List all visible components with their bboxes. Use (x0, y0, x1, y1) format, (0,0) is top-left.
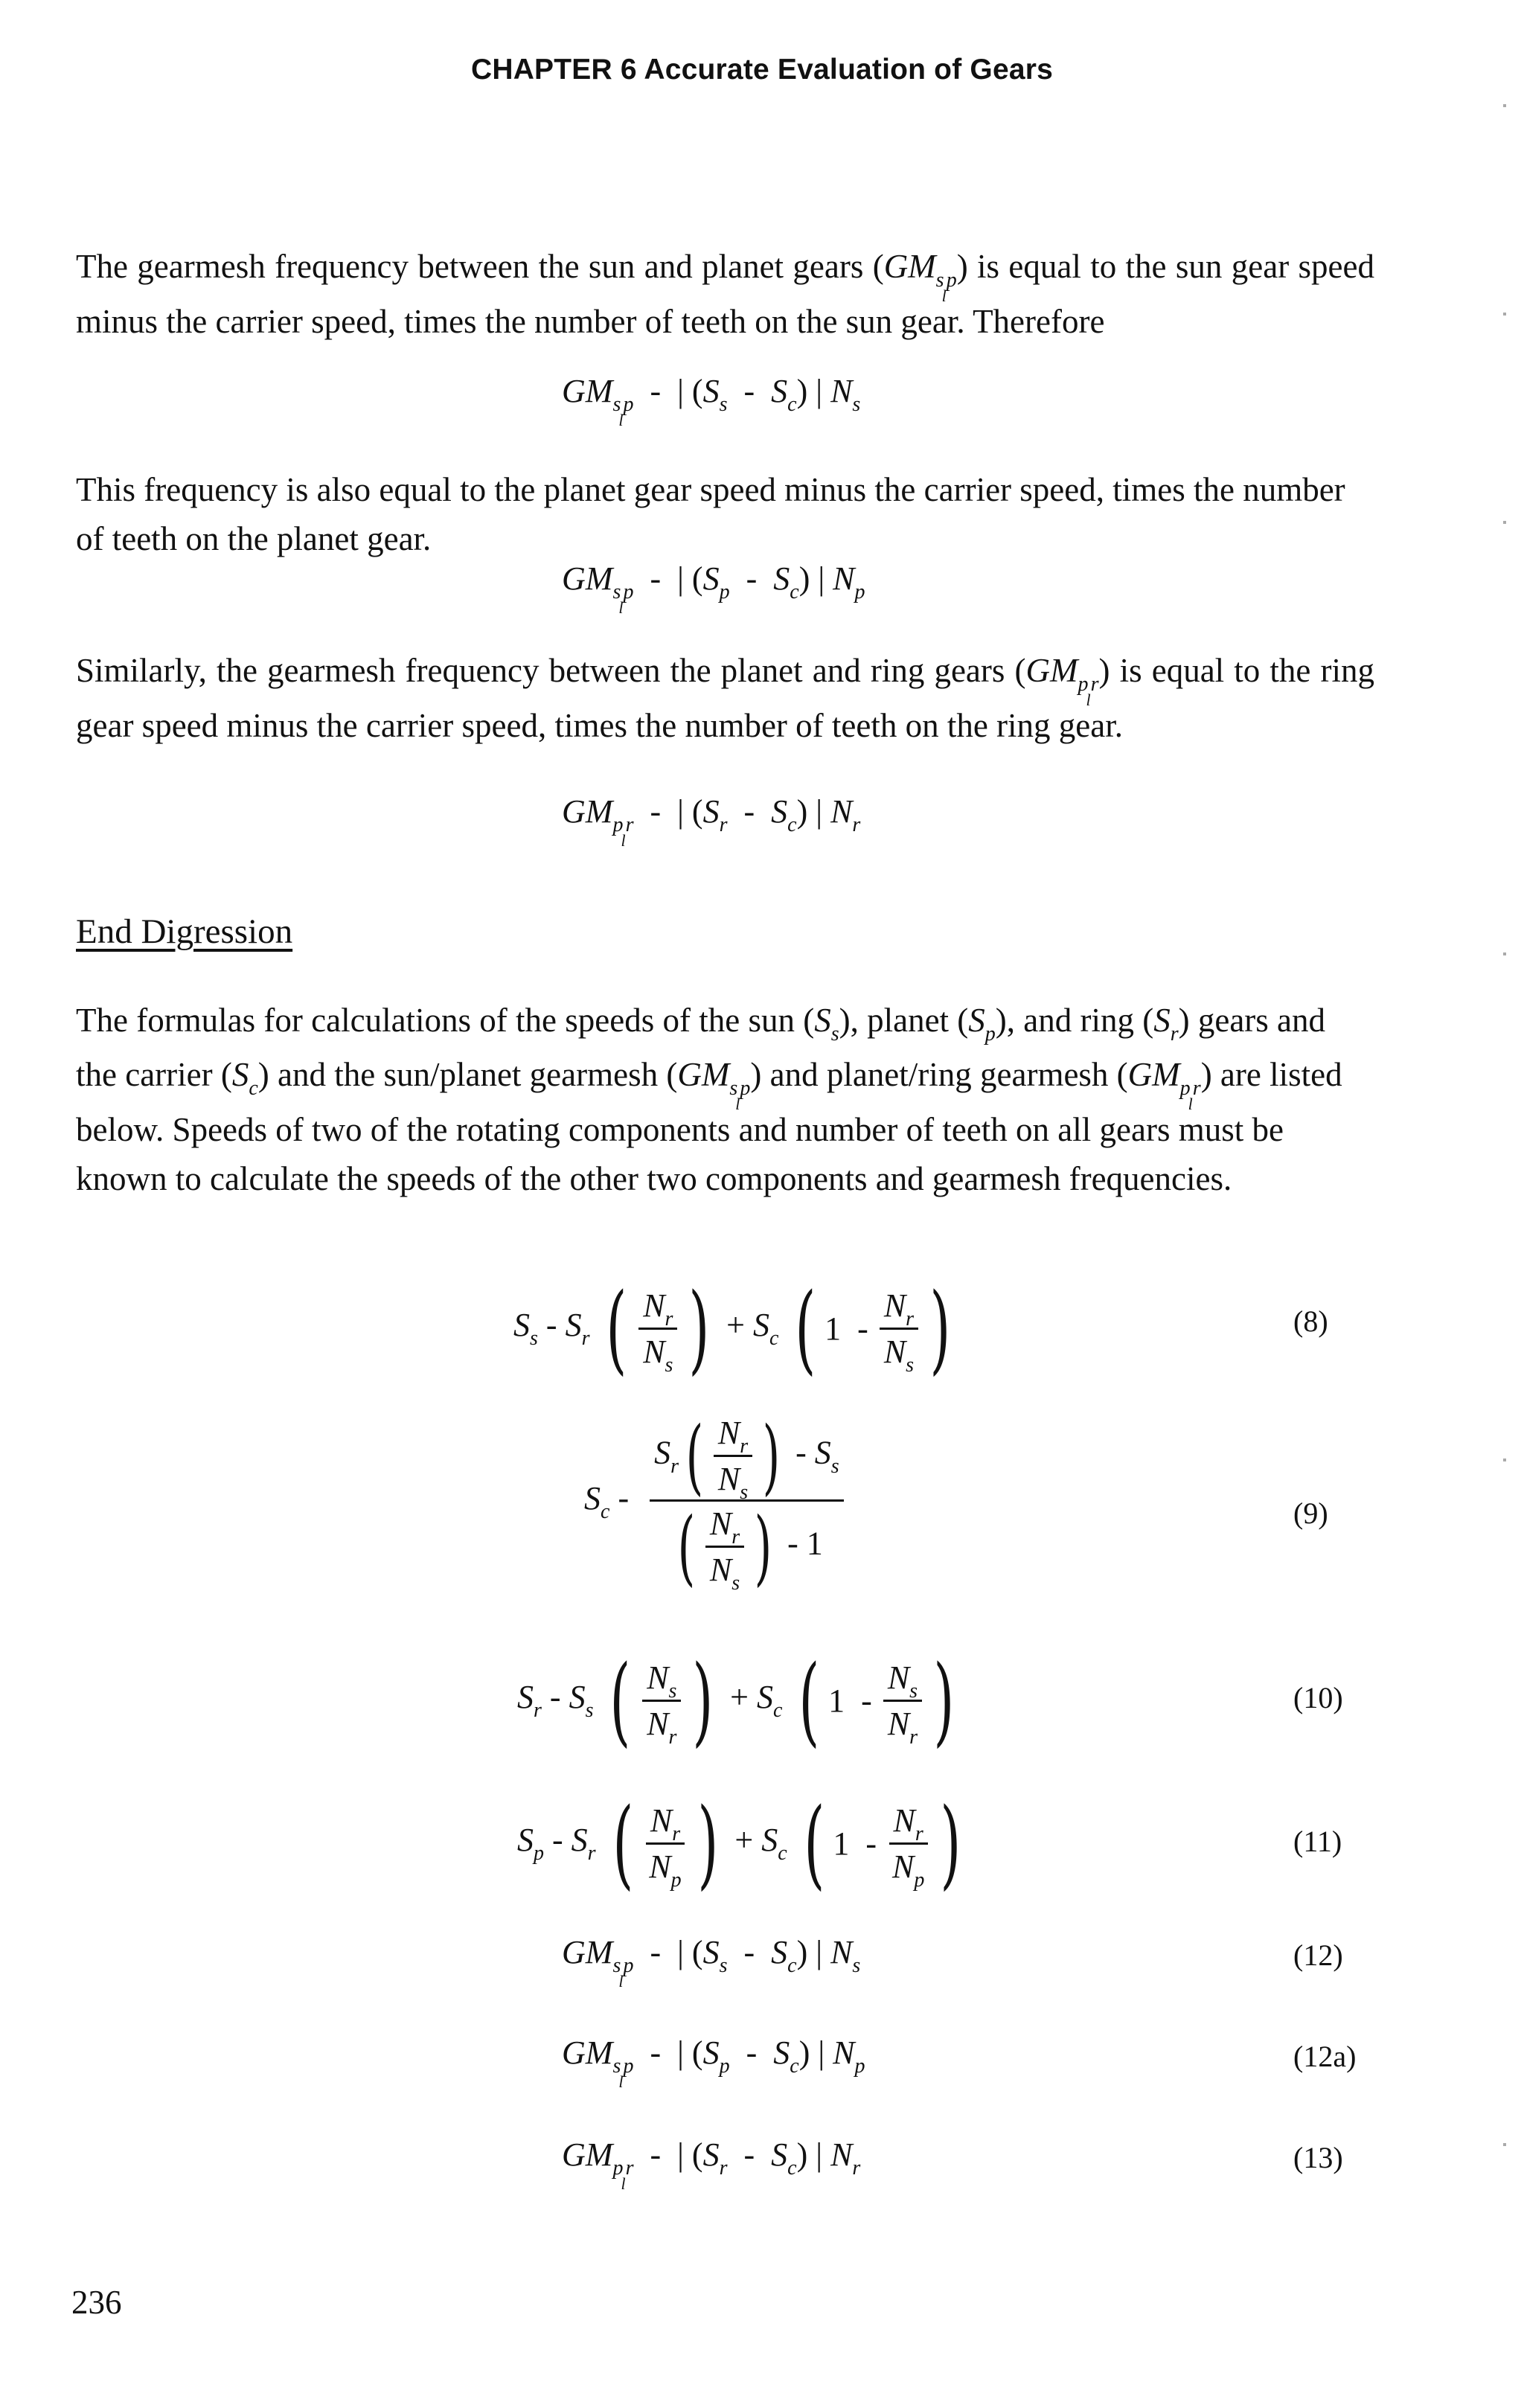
equation-number-13: (13) (1293, 2141, 1343, 2174)
scan-mark (1503, 952, 1506, 955)
para1-text-end: ) is equal to the sun gear speed minus the carrier speed, times the number of teeth on the sun gear. Therefore (76, 248, 1374, 340)
scan-mark (1503, 521, 1506, 524)
chapter-header: CHAPTER 6 Accurate Evaluation of Gears (470, 54, 1054, 86)
page-number: 236 (71, 2284, 122, 2321)
paragraph-planet-ring (76, 646, 1374, 750)
equation-12: $GM_{s_lp}$ - | $(S_s - S_c)$ | $N_s$ (562, 1934, 861, 1991)
scan-mark (1503, 2143, 1506, 2146)
equation-gm-ring: $GM_{p_lr}$ - | $(S_r - S_c)$ | $N_r$ (562, 793, 861, 850)
equation-number-10: (10) (1293, 1681, 1343, 1714)
equation-12a: $GM_{s_lp}$ - | $(S_p - S_c)$ | $N_p$ (562, 2034, 865, 2091)
para3-text-end: ) is equal to the ring gear speed minus the carrier speed, times the number of teeth on the ring gear. (76, 652, 1374, 744)
equation-10: $S_r - S_s$ ( $\frac{N_s}{N_r}$ ) + $S_c$ ( 1 - $\frac{N_s}{N_r}$ ) (517, 1644, 955, 1757)
equation-number-12: (12) (1293, 1938, 1343, 1972)
equation-9: $S_c$ - $S_r$ ( $\frac{N_r}{N_s}$ ) - $S_s$ ( $\frac{N_r}{N_s}$ ) - 1 (584, 1414, 847, 1589)
paragraph-sun-planet (76, 242, 1374, 346)
scan-mark (1503, 1458, 1506, 1461)
paragraph-planet: This frequency is also equal to the planet gear speed minus the carrier speed, times the number of teeth on the planet gear. (76, 471, 1345, 557)
gm-sun-planet-symbol: $GM_{s_lp}$ (883, 248, 957, 305)
paragraph-formulas: The formulas for calculations of the speeds of the sun $(S_s)$, planet $(S_p)$, and ring $(S_r)$ gears and the carrier $(S_c)$ and the sun/planet gearmesh $(GM_{s_lp})$ and planet/ring gearmesh $(GM_{p_lr})$ are listed below. Speeds of two of the rotating components and number of teeth on all gears must be known to calculate the speeds of the other two components and gearmesh frequencies. (76, 1002, 1342, 1197)
equation-number-8: (8) (1293, 1304, 1328, 1338)
equation-number-11: (11) (1293, 1825, 1342, 1858)
equation-number-12a: (12a) (1293, 2040, 1357, 2073)
section-heading: End Digression (76, 912, 293, 951)
scan-mark (1503, 313, 1506, 316)
gm-planet-ring-symbol: $GM_{p_lr}$ (1025, 652, 1099, 709)
equation-gm-sun: $GM_{s_lp}$ - | $(S_s - S_c)$ | $N_s$ (562, 373, 861, 429)
equation-gm-planet: $GM_{s_lp}$ - | $(S_p - S_c)$ | $N_p$ (562, 560, 865, 617)
scan-mark (1503, 104, 1506, 107)
para3-text-start: Similarly, the gearmesh frequency between the planet and ring gears ( (76, 652, 1026, 689)
para1-text-start: The gearmesh frequency between the sun and planet gears ( (76, 248, 884, 285)
equation-13: $GM_{p_lr}$ - | $(S_r - S_c)$ | $N_r$ (562, 2136, 861, 2193)
equation-number-9: (9) (1293, 1496, 1328, 1530)
equation-11: $S_p - S_r$ ( $\frac{N_r}{N_p}$ ) + $S_c$ ( 1 - $\frac{N_r}{N_p}$ ) (517, 1787, 961, 1900)
equation-8: $S_s - S_r$ ( $\frac{N_r}{N_s}$ ) + $S_c$ ( 1 - $\frac{N_r}{N_s}$ ) (513, 1272, 951, 1385)
